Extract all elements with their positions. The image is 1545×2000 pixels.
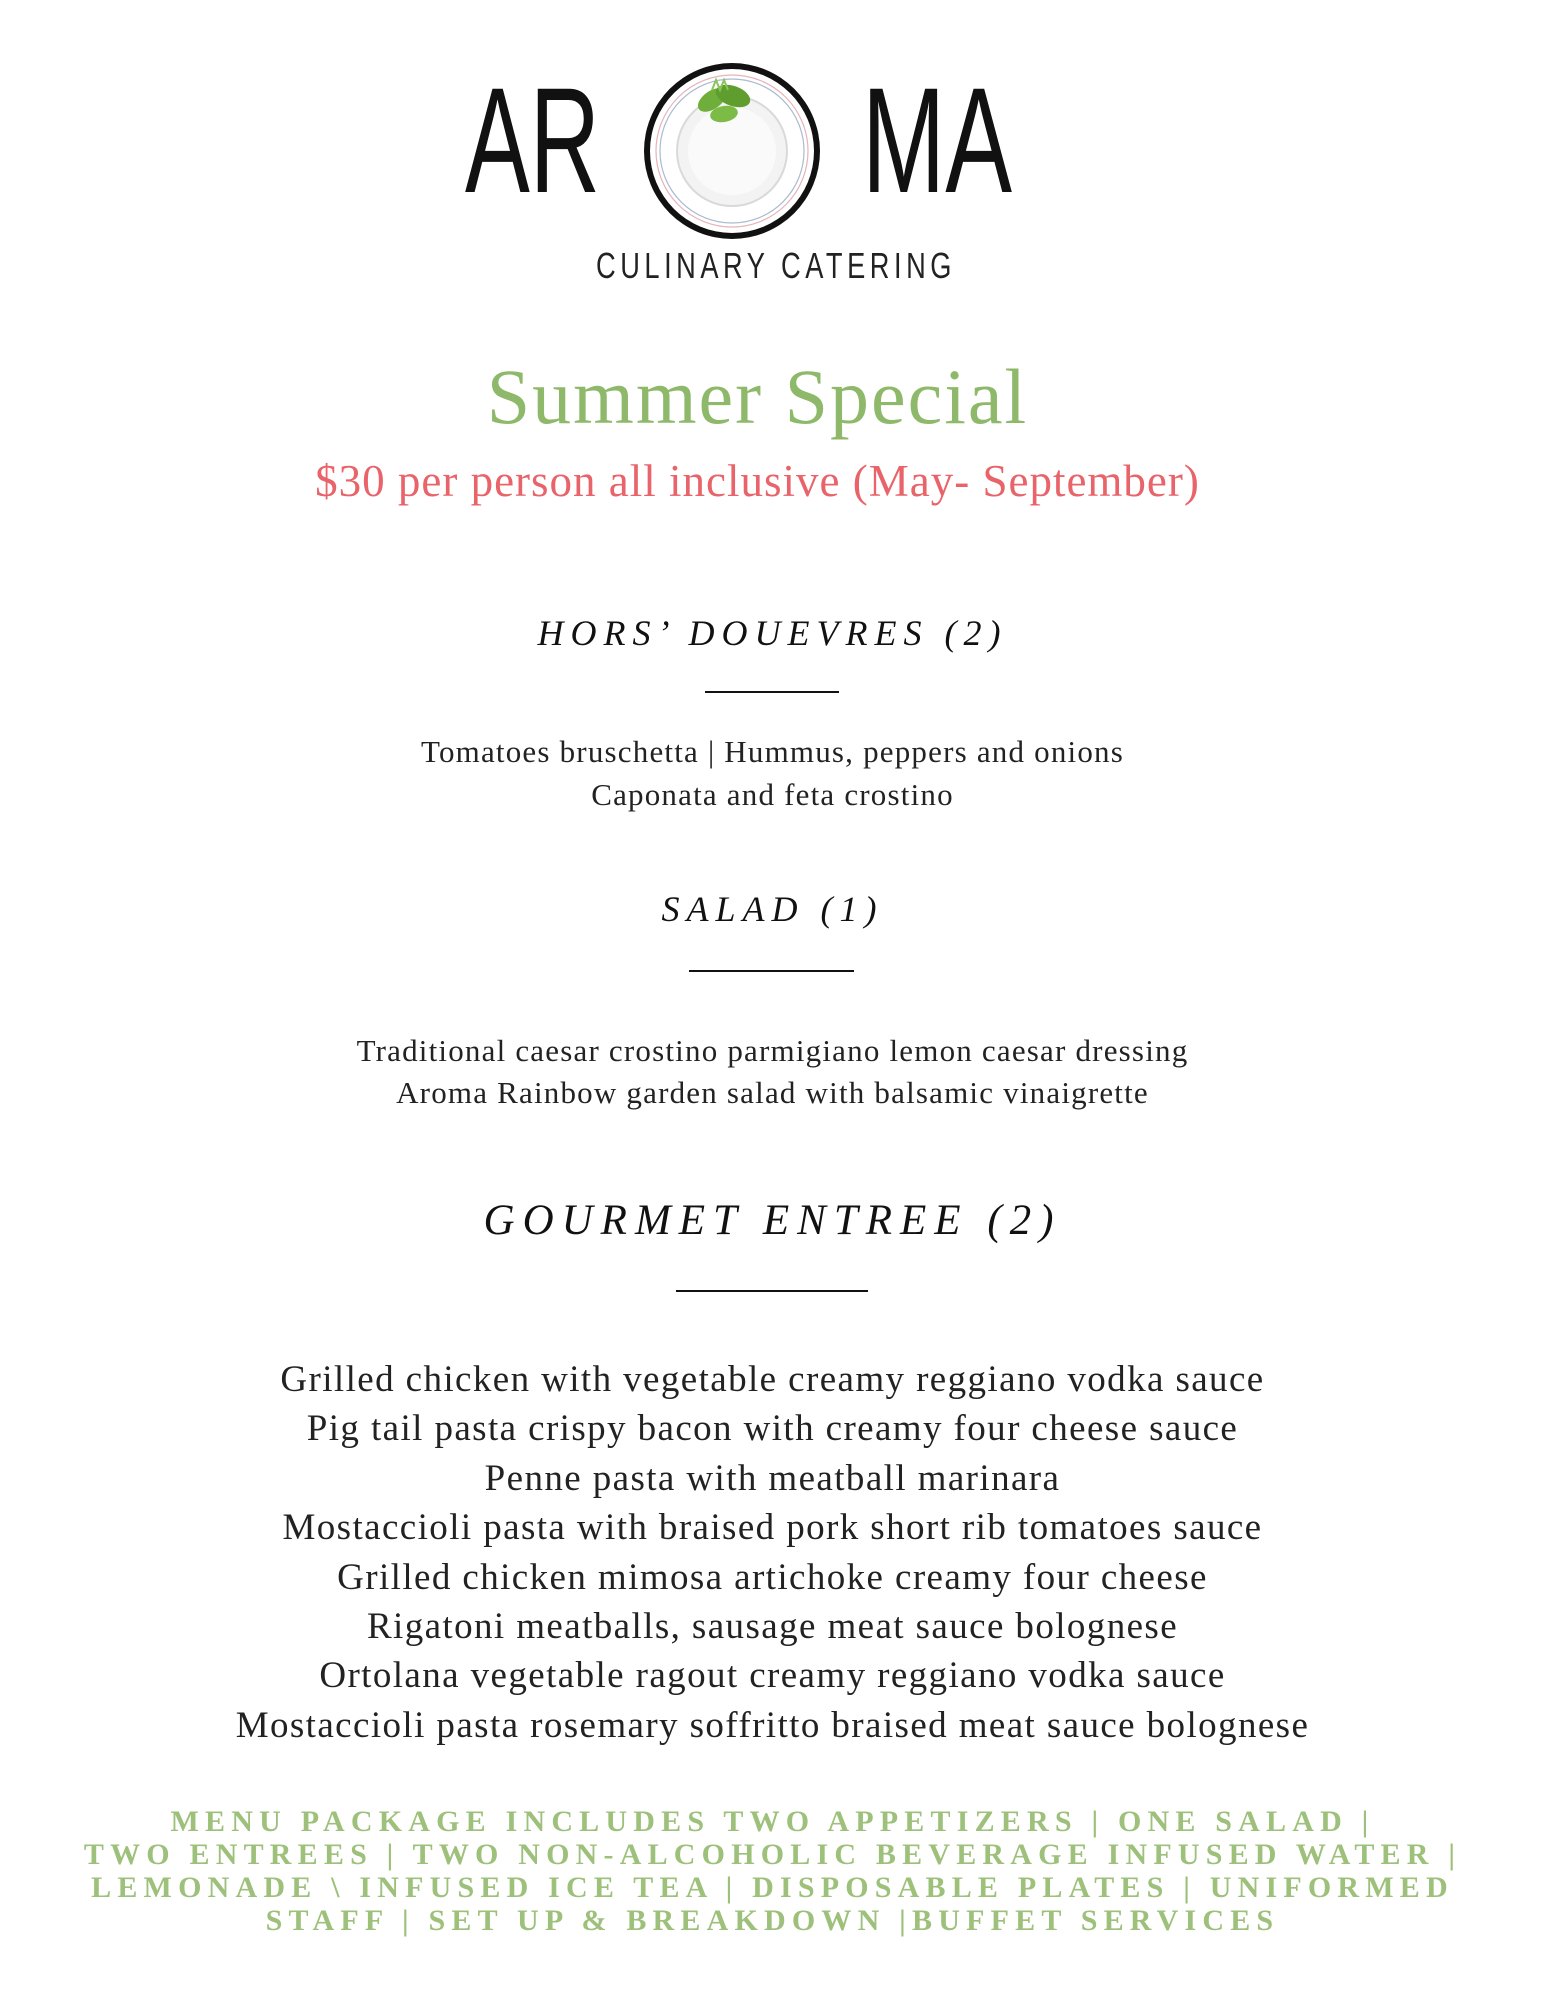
package-includes-line: MENU PACKAGE INCLUDES TWO APPETIZERS | ONE SALAD | (170, 1805, 1375, 1838)
section-heading-gourmet-entree: GOURMET ENTREE (2) (483, 1197, 1062, 1244)
section-heading-hors-doeuvres: HORS’ DOUEVRES (2) (537, 613, 1008, 653)
package-includes-line: STAFF | SET UP & BREAKDOWN |BUFFET SERVICES (265, 1904, 1280, 1937)
menu-item: Mostaccioli pasta rosemary soffritto braised meat sauce bolognese (235, 1704, 1310, 1746)
section-divider (705, 691, 839, 693)
section-divider (689, 970, 854, 972)
menu-item: Aroma Rainbow garden salad with balsamic vinaigrette (396, 1075, 1149, 1110)
menu-item: Tomatoes bruschetta | Hummus, peppers and onions (420, 734, 1125, 769)
package-includes-line: LEMONADE \ INFUSED ICE TEA | DISPOSABLE PLATES | UNIFORMED (91, 1871, 1454, 1904)
section-items-gourmet-entree (0, 1355, 1545, 1750)
logo-graphic (0, 20, 1545, 310)
menu-item: Rigatoni meatballs, sausage meat sauce bolognese (366, 1606, 1179, 1648)
section-items-salad (0, 1030, 1545, 1114)
menu-item: Grilled chicken mimosa artichoke creamy four cheese (337, 1556, 1208, 1598)
price-subtitle: $30 per person all inclusive (May- September) (315, 456, 1200, 506)
package-includes-line: TWO ENTREES | TWO NON-ALCOHOLIC BEVERAGE INFUSED WATER | (83, 1838, 1462, 1871)
aroma-logo (0, 20, 1545, 310)
menu-item: Caponata and feta crostino (591, 777, 954, 812)
logo-brand-right: MA (862, 56, 1012, 224)
menu-item: Mostaccioli pasta with braised pork short rib tomatoes sauce (282, 1507, 1263, 1549)
menu-item: Traditional caesar crostino parmigiano lemon caesar dressing (356, 1033, 1189, 1068)
logo-brand-left: AR (465, 56, 600, 224)
menu-item: Penne pasta with meatball marinara (484, 1457, 1061, 1499)
page-title: Summer Special (486, 353, 1029, 440)
section-items-hors-doeuvres (0, 730, 1545, 816)
section-divider (676, 1290, 868, 1292)
menu-item: Ortolana vegetable ragout creamy reggiano vodka sauce (319, 1655, 1226, 1697)
logo-tagline: CULINARY CATERING (596, 245, 956, 286)
section-heading-salad: SALAD (1) (661, 889, 884, 929)
menu-item: Grilled chicken with vegetable creamy reggiano vodka sauce (280, 1359, 1265, 1400)
package-includes (0, 1805, 1545, 1937)
menu-item: Pig tail pasta crispy bacon with creamy four cheese sauce (306, 1408, 1239, 1450)
